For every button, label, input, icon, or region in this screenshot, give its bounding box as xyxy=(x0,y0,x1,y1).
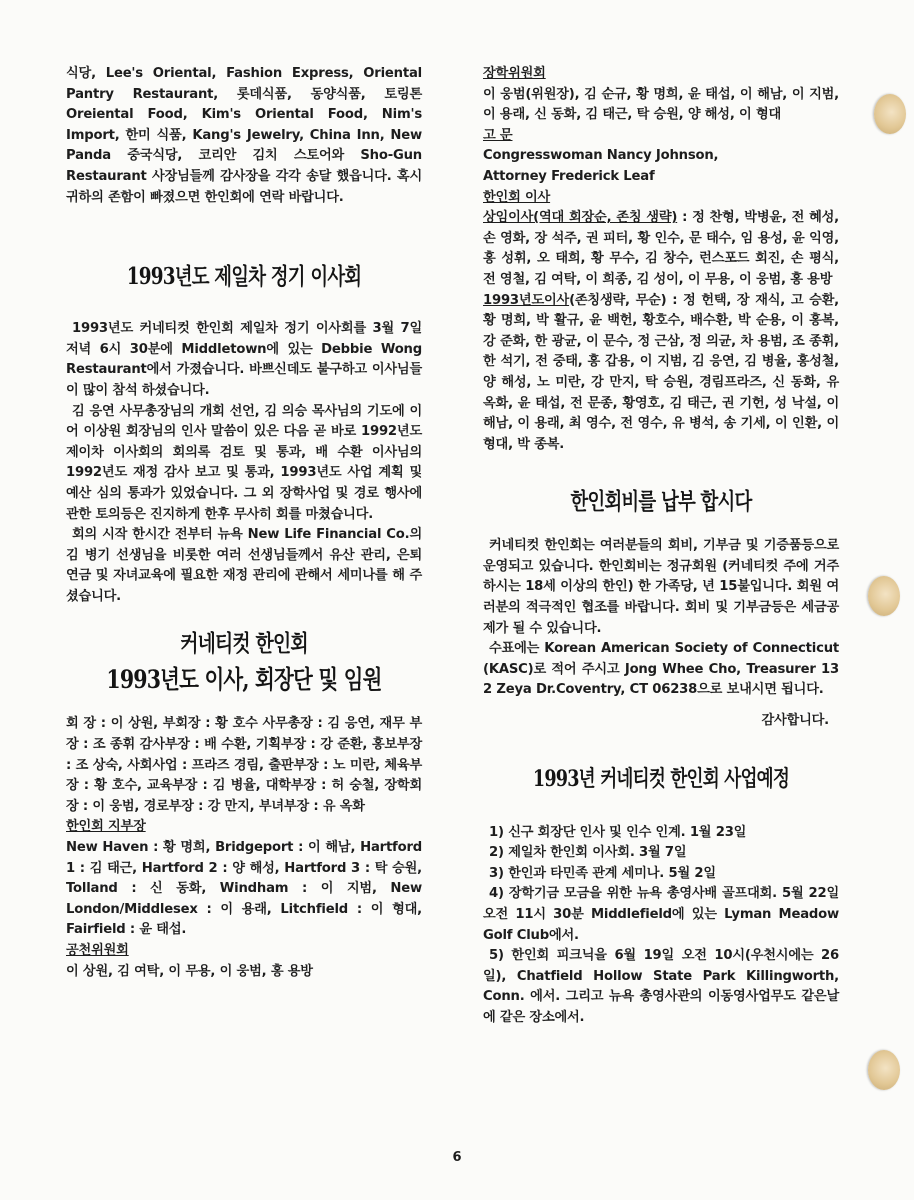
board-meeting-paragraph-2: 김 응연 사무총장님의 개회 선언, 김 의승 목사님의 기도에 이어 이상원 회장님의 인사 말씀이 있은 다음 곧 바로 1992년도 제이차 이사회의 회의록 검토 및 통과, 배 수환 이사님의 1992년도 재정 감사 보고 및 통과, 1993년도 사업 계획 및 예산 심의 통과가 있었습니다. 그 외 장학사업 및 경로 행사에 관한 토의등은 진지하게 한후 무사히 회를 마쳤습니다. xyxy=(66,403,422,522)
directors-1993-list: (존칭생략, 무순) : 정 헌택, 장 재식, 고 승환, 황 명희, 박 활규, 윤 백헌, 황호수, 배수환, 박 순용, 이 홍복, 강 준화, 한 광균, 이 문수, 정 근삼, 정 의균, 차 용범, 조 종휘, 한 석기, 전 중태, 홍 갑용, 이 지범, 김 응연, 김 병율, 홍성철, 양 해성, 노 미란, 강 만지, 탁 승원, 경림프라즈, 신 동화, 유 옥화, 윤 태섭, 전 문종, 황영호, 김 태근, 권 기헌, 성 낙설, 이 해남, 이 용래, 최 영수, 전 영수, 유 병석, 송 기세, 이 인환, 이 형대, 박 종복. xyxy=(483,292,839,452)
membership-dues-paragraph-1: 커네티컷 한인회는 여러분들의 회비, 기부금 및 기증품등으로 운영되고 있습니다. 한인회비는 정규회원 (커네티컷 주에 거주 하시는 18세 이상의 한인) 한 가족당, 년 15불입니다. 회원 여러분의 적극적인 협조를 바랍니다. 회비 및 기부금등은 세금공제가 될 수 있습니다. xyxy=(483,538,839,636)
officers-heading-org: 커네티컷 한인회 xyxy=(180,630,308,658)
membership-dues-heading: 한인회비를 납부 합시다 xyxy=(570,488,752,516)
officers-heading-title: 1993년도 이사, 회장단 및 임원 xyxy=(106,665,382,695)
business-plan-heading: 1993년 커네티컷 한인회 사업예정 xyxy=(532,765,790,792)
advisors-title: 고 문 xyxy=(483,127,513,143)
plan-item-4: 4) 장학기금 모금을 위한 뉴욕 총영사배 골프대회. 5월 22일 오전 11시 30분 Middlefield에 있는 Lyman Meadow Golf Club에서. xyxy=(483,886,839,943)
punch-hole-top xyxy=(874,94,906,134)
branch-heads-title: 한인회 지부장 xyxy=(66,819,146,835)
advisor-1: Congresswoman Nancy Johnson, xyxy=(483,148,719,164)
left-column xyxy=(66,64,422,982)
page-number: 6 xyxy=(452,1150,462,1165)
scholarship-committee-list: 이 웅범(위원장), 김 순규, 황 명희, 윤 태섭, 이 해남, 이 지범, 이 용래, 신 동화, 김 태근, 탁 승원, 양 해성, 이 형대 xyxy=(483,86,839,123)
board-meeting-paragraph-1: 1993년도 커네티컷 한인회 제일차 정기 이사회를 3월 7일 저녁 6시 30분에 Middletown에 있는 Debbie Wong Restaurant에서 가졌습니다. 바쁘신데도 불구하고 이사님들이 많이 참석 하셨습니다. xyxy=(66,321,422,398)
officers-list: 회 장 : 이 상원, 부회장 : 황 호수 사무총장 : 김 응연, 재무 부장 : 조 종휘 감사부장 : 배 수환, 기획부장 : 강 준환, 홍보부장 : 조 상숙, 사회사업 : 프라즈 경림, 출판부장 : 노 미란, 체육부장 : 황 호수, 교육부장 : 김 병율, 대학부장 : 허 숭철, 장학회장 : 이 웅범, 경로부장 : 강 만지, 부녀부장 : 유 옥화 xyxy=(66,716,422,814)
scholarship-committee-title: 장학위원회 xyxy=(483,66,546,81)
nomination-committee-title: 공천위원회 xyxy=(66,943,129,958)
advisor-2: Attorney Frederick Leaf xyxy=(483,168,655,184)
nomination-committee-list: 이 상원, 김 여탁, 이 무용, 이 웅범, 홍 용방 xyxy=(66,963,313,979)
directors-title: 한인회 이사 xyxy=(483,189,551,205)
branch-heads-list: New Haven : 황 명희, Bridgeport : 이 해남, Hartford 1 : 김 태근, Hartford 2 : 양 해성, Hartford 3 : 탁 승원, Tolland : 신 동화, Windham : 이 지범, New London/Middlesex : 이 용래, Litchfield : 이 형대, Fairfield : 윤 태섭. xyxy=(66,840,422,938)
plan-item-2: 2) 제일차 한인회 이사회. 3월 7일 xyxy=(489,845,687,861)
plan-item-3: 3) 한인과 타민족 관계 세미나. 5월 2일 xyxy=(489,865,716,881)
permanent-directors-label: 상임이사(역대 회장순, 존칭 생략) xyxy=(483,210,678,226)
directors-1993-label: 1993년도이사 xyxy=(483,292,570,308)
plan-item-1: 1) 신구 회장단 인사 및 인수 인계. 1월 23일 xyxy=(489,824,747,840)
right-column xyxy=(483,64,839,1029)
thanks-closing: 감사합니다. xyxy=(761,713,829,729)
thanks-letter-paragraph: 식당, Lee's Oriental, Fashion Express, Oriental Pantry Restaurant, 롯데식품, 동양식품, 토링톤 Oreiental Food, Kim's Oriental Food, Nim's Import, 한미 식품, Kang's Jewelry, China Inn, New Panda 중국식당, 코리안 김치 스토어와 Sho-Gun Restaurant 사장님들께 감사장을 각각 송달 했읍니다. 혹시 귀하의 존함이 빠졌으면 한인회에 연락 바랍니다. xyxy=(66,66,422,205)
directors-1993 xyxy=(483,291,839,456)
board-meeting-heading: 1993년도 제일차 정기 이사회 xyxy=(126,263,362,291)
punch-hole-middle xyxy=(868,576,900,616)
permanent-directors-list: : 정 찬형, 박병윤, 전 혜성, 손 영화, 장 석주, 권 피터, 황 인수, 문 태수, 임 용성, 윤 익영, 홍 성휘, 오 태희, 황 무수, 김 창수, 런스포드 회진, 손 평식, 전 영철, 김 여탁, 이 희종, 김 성이, 이 무용, 이 웅범, 홍 용방 xyxy=(483,210,839,287)
punch-hole-bottom xyxy=(868,1050,900,1090)
board-meeting-paragraph-3: 회의 시작 한시간 전부터 뉴욕 New Life Financial Co.의 김 병기 선생님을 비롯한 여러 선생님들께서 유산 관리, 은퇴 연금 및 자녀교육에 필요한 재정 관리에 관해서 세미나를 해 주셨습니다. xyxy=(66,527,422,604)
permanent-directors xyxy=(483,208,839,290)
plan-item-5: 5) 한인회 피크닉을 6월 19일 오전 10시(우천시에는 26일), Chatfield Hollow State Park Killingworth, Conn. 에서. 그리고 뉴욕 총영사관의 이동영사업무도 같은날에 같은 장소에서. xyxy=(483,948,839,1025)
membership-dues-paragraph-2: 수표에는 Korean American Society of Connecticut (KASC)로 적어 주시고 Jong Whee Cho, Treasurer 13 2 Zeya Dr.Coventry, CT 06238으로 보내시면 됩니다. xyxy=(483,641,839,698)
